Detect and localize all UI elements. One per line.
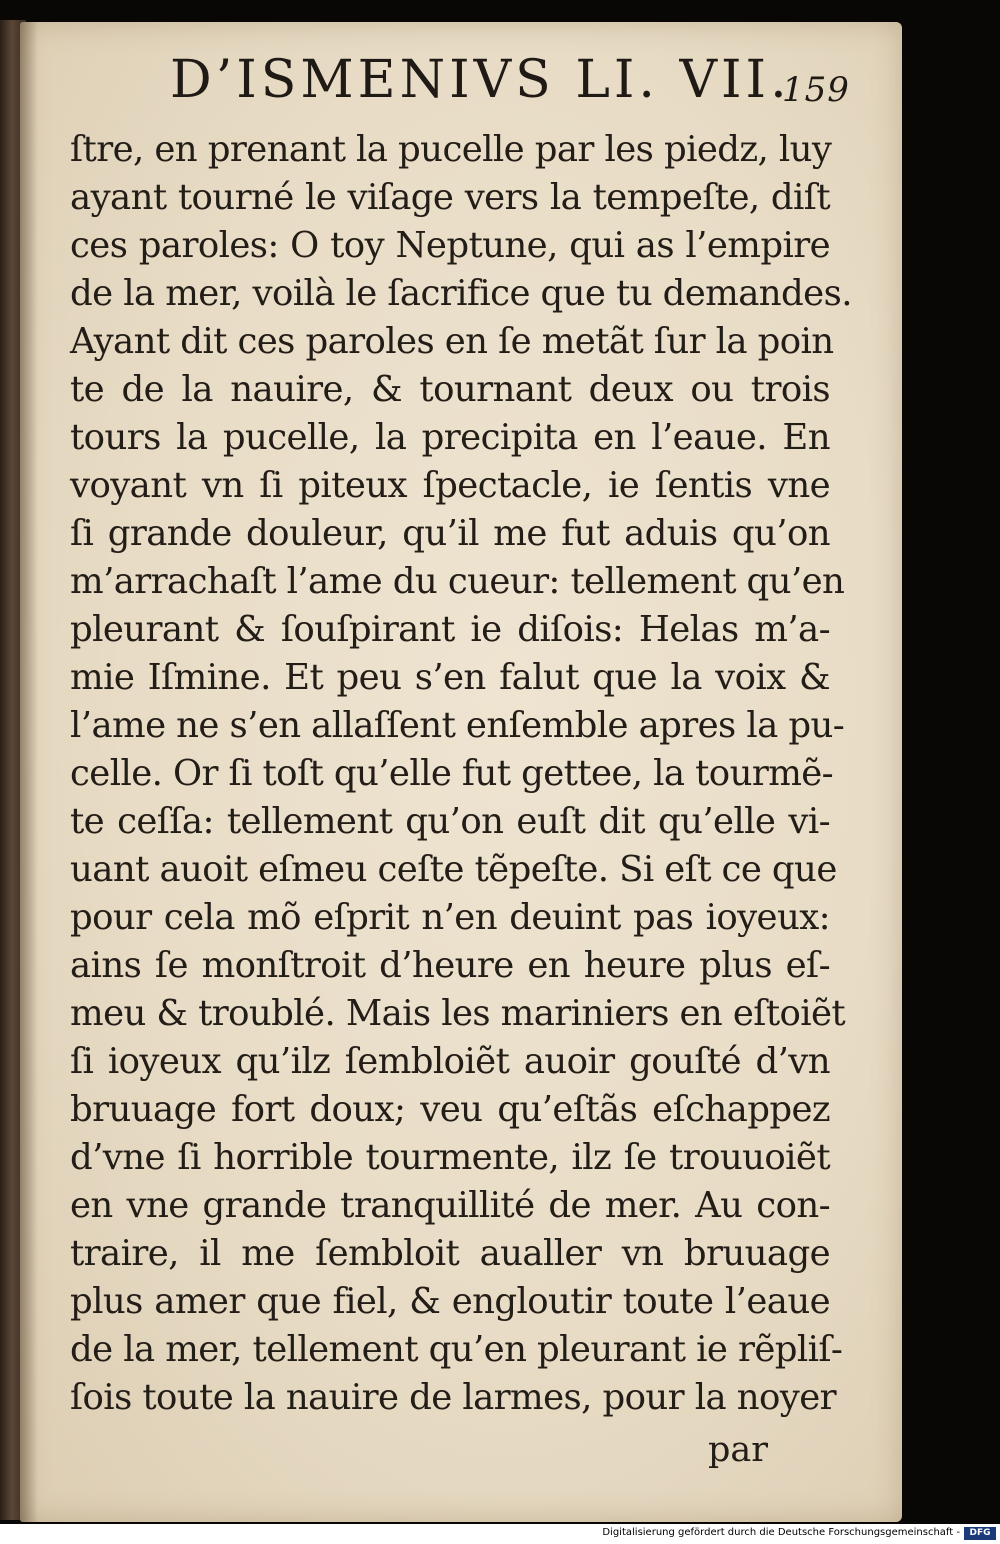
dfg-logo: DFG: [964, 1527, 996, 1540]
text-line: m’arrachaſt l’ame du cueur: tellement qu’en: [70, 561, 845, 602]
text-line: ſi ioyeux qu’ilz ſembloiẽt auoir gouſté d’vn: [70, 1041, 830, 1082]
text-line: de la mer, voilà le ſacrifice que tu demandes.: [70, 273, 852, 314]
text-line: pleurant & ſouſpirant ie diſois: Helas m’a-: [70, 609, 830, 650]
text-line: celle. Or ſi toſt qu’elle fut gettee, la tourmẽ-: [70, 753, 834, 794]
text-line: meu & troublé. Mais les mariniers en eſtoiẽt: [70, 993, 846, 1034]
text-line: uant auoit eſmeu ceſte tẽpeſte. Si eſt ce que: [70, 849, 837, 890]
running-head-title: D’ISMENIVS LI. VII.: [170, 50, 791, 110]
text-line: de la mer, tellement qu’en pleurant ie rẽpliſ-: [70, 1329, 843, 1370]
text-line: l’ame ne s’en allaſſent enſemble apres la pu-: [70, 705, 845, 746]
text-line: plus amer que fiel, & engloutir toute l’eaue: [70, 1281, 830, 1322]
text-line: te de la nauire, & tournant deux ou trois: [70, 369, 830, 410]
text-line: voyant vn ſi piteux ſpectacle, ie ſentis vne: [70, 465, 830, 506]
footer-credit: Digitalisierung gefördert durch die Deutsche Forschungsgemeinschaft -: [602, 1527, 960, 1538]
catchword: par: [708, 1430, 769, 1470]
text-line: en vne grande tranquillité de mer. Au con-: [70, 1185, 830, 1226]
text-line: ains ſe monſtroit d’heure en heure plus eſ-: [70, 945, 830, 986]
text-line: mie Iſmine. Et peu s’en falut que la voix &: [70, 657, 830, 698]
text-line: ſtre, en prenant la pucelle par les piedz, luy: [70, 129, 832, 170]
book-page: [20, 22, 902, 1522]
text-line: ſois toute la nauire de larmes, pour la noyer: [70, 1377, 836, 1418]
text-line: traire, il me ſembloit aualler vn bruuage: [70, 1233, 830, 1274]
text-line: Ayant dit ces paroles en ſe metãt ſur la poin: [70, 321, 834, 362]
digitization-footer: [0, 1524, 1000, 1544]
text-line: tours la pucelle, la precipita en l’eaue. En: [70, 417, 830, 458]
page-number: 159: [782, 70, 850, 110]
text-line: te ceſſa: tellement qu’on euſt dit qu’elle vi-: [70, 801, 830, 842]
running-head: [170, 42, 870, 122]
text-line: ayant tourné le viſage vers la tempeſte, diſt: [70, 177, 830, 218]
text-line: ſi grande douleur, qu’il me fut aduis qu’on: [70, 513, 830, 554]
text-line: pour cela mõ eſprit n’en deuint pas ioyeux:: [70, 897, 830, 938]
text-line: d’vne ſi horrible tourmente, ilz ſe trouuoiẽt: [70, 1137, 830, 1178]
text-line: ces paroles: O toy Neptune, qui as l’empire: [70, 225, 830, 266]
text-line: bruuage fort doux; veu qu’eſtãs eſchappez: [70, 1089, 830, 1130]
